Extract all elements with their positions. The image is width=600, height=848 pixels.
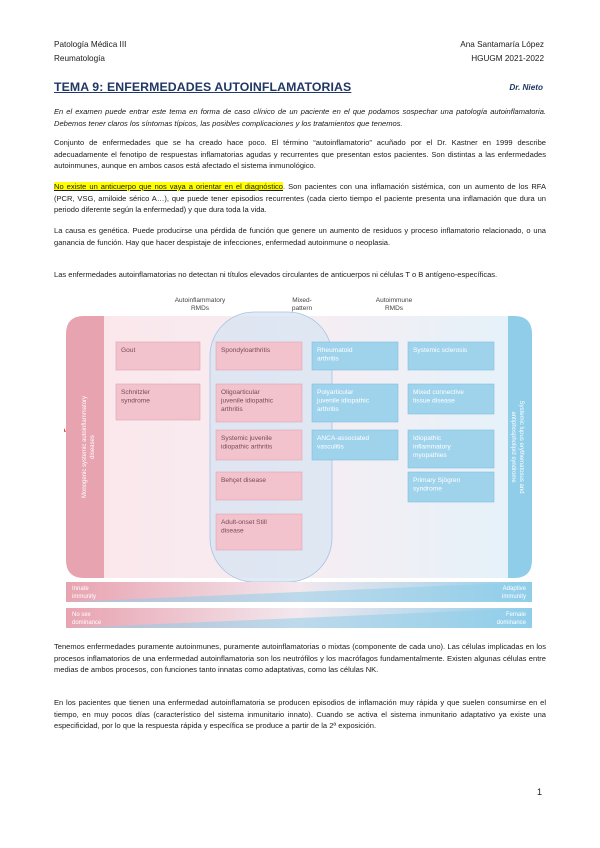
- lecturer-name: Dr. Nieto: [509, 83, 543, 92]
- disease-label: arthritis: [317, 406, 339, 413]
- left-band-label-2: diseases: [90, 435, 96, 459]
- disease-label: Primary Sjögren: [413, 477, 461, 484]
- disease-label: Polyarticular: [317, 389, 354, 396]
- disease-label: Systemic sclerosis: [413, 347, 468, 354]
- disease-label: Schnitzler: [121, 389, 150, 396]
- disease-label: Adult-onset Still: [221, 519, 267, 526]
- header-autoimmune-2: RMDs: [384, 305, 404, 312]
- no-sex-label: No sex: [72, 612, 91, 618]
- subject-name: Reumatología: [54, 53, 105, 63]
- paragraph-2: [54, 181, 546, 216]
- disease-label: juvenile idiopathic: [317, 397, 370, 405]
- disease-label: arthritis: [221, 406, 243, 413]
- disease-label: disease: [221, 527, 244, 535]
- header-autoimmune: Autoimmune: [375, 297, 413, 304]
- disease-label: Behçet disease: [221, 477, 267, 484]
- paragraph-4: Las enfermedades autoinflamatorias no detectan ni títulos elevados circulantes de anticuerpos ni células T o B antígeno-específicas.: [54, 270, 498, 279]
- header-mixed-2: pattern: [291, 305, 313, 312]
- document-title: TEMA 9: ENFERMEDADES AUTOINFLAMATORIAS: [54, 80, 352, 94]
- right-band-label: Systemic lupus erythematosus and: [518, 400, 524, 494]
- intro-paragraph: En el examen puede entrar este tema en forma de caso clínico de un paciente en el que podamos sospechar una patología autoinflamatoria. Debemos tener claros los síntomas típicos, las posibles complicaciones y los tratamientos que tenemos.: [54, 107, 546, 128]
- disease-label: tissue disease: [413, 397, 455, 405]
- page-number: 1: [537, 787, 543, 797]
- author-name: Ana Santamaría López: [460, 40, 544, 49]
- header-mixed: Mixed-: [292, 297, 312, 304]
- innate-label-2: immunity: [72, 594, 97, 600]
- disease-label: Systemic juvenile: [221, 435, 272, 442]
- disease-label: Gout: [121, 347, 136, 354]
- header-right: [460, 38, 544, 65]
- header-autoinflammatory: Autoinflammatory: [174, 297, 226, 304]
- paragraph-1: Conjunto de enfermedades que se ha creado hace poco. El término “autoinflamatorio” acuñado por el Dr. Kastner en 1999 describe adecuadamente el fenotipo de respuestas inflamatorias agudas y recurrentes que presentan estos pacientes. Son distintas a las enfermedades autoinmunes, aunque en ambos casos está afectado el sistema inmunológico.: [54, 138, 546, 171]
- paragraph-5: Tenemos enfermedades puramente autoinmunes, puramente autoinflamatorias o mixtas (componente de cada uno). Las células implicadas en los procesos inflamatorios de una enfermedad autoinflamatoria son los neutrófilos y los macrófagos fundamentalmente. Existen algunas células entre medias de ambos procesos, con funciones tanto innatas como adaptativas, como las células NK.: [54, 642, 546, 675]
- disease-label: Idiopathic: [413, 435, 442, 442]
- paragraph-2-text: . Son pacientes con una inflamación sistémica, con un aumento de los RFA (PCR, VSG, amiloide sérico A…), que puede tener episodios recurrentes (cada cierto tiempo el paciente presenta una inflamación que dura un periodo diferente según la enfermedad) y que dura toda la vida.: [54, 182, 546, 215]
- disease-label: syndrome: [121, 397, 150, 405]
- right-band-label-2: antiphospholipid syndrome: [510, 411, 516, 483]
- disease-label: arthritis: [317, 355, 339, 363]
- paragraph-3: La causa es genética. Puede producirse una pérdida de función que genere un aumento de residuos y proceso inflamatorio relacionado, o una ganancia de función. Hay que hacer despistaje de infecciones, enfermedad autoinmune o neoplasia.: [54, 226, 546, 247]
- course-name: Patología Médica III: [54, 40, 127, 49]
- disease-label: ANCA-associated: [317, 435, 370, 442]
- adaptive-label-2: immunity: [501, 594, 526, 600]
- innate-label: Innate: [72, 586, 89, 592]
- rmd-spectrum-figure: [64, 292, 534, 634]
- female-label: Female: [505, 612, 526, 618]
- adaptive-label: Adaptive: [502, 586, 526, 592]
- disease-label: Spondyloarthritis: [221, 347, 271, 354]
- header-autoinflammatory-2: RMDs: [190, 305, 210, 312]
- header-left: [54, 38, 126, 65]
- paragraph-6: En los pacientes que tienen una enfermedad autoinflamatoria se producen episodios de inflamación muy rápida y que suelen consumirse en el tiempo, en muy pocos días (característico del sistema inmunitario innato). Cuando se activa el sistema inmunitario adaptativo ya existe una especificidad, por lo que la respuesta rápida y específica se produce a partir de la 2ª exposición.: [54, 698, 546, 731]
- red-arrow-head-icon: [64, 426, 66, 432]
- disease-label: Mixed connective: [413, 389, 464, 396]
- female-label-2: dominance: [496, 620, 526, 626]
- highlighted-text: No existe un anticuerpo que nos vaya a orientar en el diagnóstico: [54, 182, 283, 191]
- disease-label: vasculitis: [317, 443, 344, 451]
- left-band-label: Monogenic systemic autoinflammatory: [82, 395, 88, 499]
- disease-label: Rheumatoid: [317, 347, 353, 354]
- disease-label: inflammatory: [413, 443, 451, 451]
- disease-label: juvenile idiopathic: [221, 397, 274, 405]
- no-sex-label-2: dominance: [72, 620, 102, 626]
- disease-label: Oligoarticular: [221, 389, 260, 396]
- disease-label: myopathies: [413, 452, 447, 459]
- disease-label: syndrome: [413, 485, 442, 493]
- disease-label: idiopathic arthritis: [221, 443, 273, 451]
- hospital-year: HGUGM 2021-2022: [471, 53, 544, 63]
